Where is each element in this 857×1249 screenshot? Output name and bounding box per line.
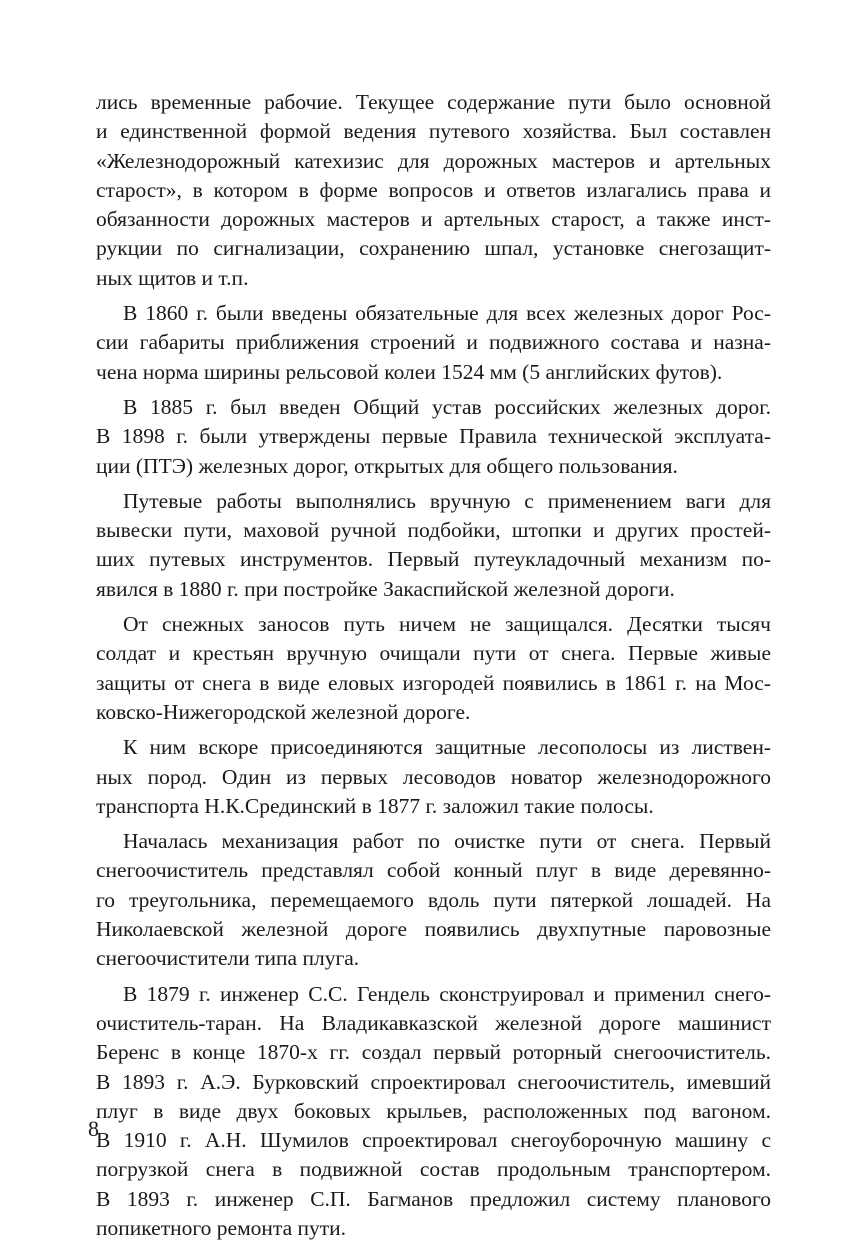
text-line: защиты от снега в виде еловых изгородей появились в 1861 г. на Мос- xyxy=(96,670,771,695)
text-line: Путевые работы выполнялись вручную с применением ваги для xyxy=(123,488,771,513)
paragraph xyxy=(96,299,771,387)
text-line: явился в 1880 г. при постройке Закаспийской железной дороги. xyxy=(96,576,675,601)
text-line: снегоочиститель представлял собой конный плуг в виде деревянно- xyxy=(96,858,771,883)
text-line: ных щитов и т.п. xyxy=(96,265,249,290)
text-line: В 1885 г. был введен Общий устав российских железных дорог. xyxy=(123,394,771,419)
text-line: В 1898 г. были утверждены первые Правила технической эксплуата- xyxy=(96,424,771,449)
paragraph xyxy=(96,827,771,973)
text-line: В 1893 г. инженер С.П. Багманов предложил систему планового xyxy=(96,1186,771,1211)
text-line: От снежных заносов путь ничем не защищался. Десятки тысяч xyxy=(123,612,771,637)
text-line: снегоочистители типа плуга. xyxy=(96,946,360,971)
text-line: обязанности дорожных мастеров и артельных старост, а также инст- xyxy=(96,207,771,232)
text-line: сии габариты приближения строений и подвижного состава и назна- xyxy=(96,330,771,355)
paragraph xyxy=(96,393,771,481)
text-line: «Железнодорожный катехизис для дорожных мастеров и артельных xyxy=(96,148,771,173)
text-line: лись временные рабочие. Текущее содержание пути было основной xyxy=(96,90,771,114)
text-line: ших путевых инструментов. Первый путеукладочный механизм по- xyxy=(96,547,771,572)
text-line: очиститель-таран. На Владикавказской железной дороге машинист xyxy=(96,1010,771,1035)
text-line: ции (ПТЭ) железных дорог, открытых для общего пользования. xyxy=(96,453,678,478)
text-line: ных пород. Один из первых лесоводов новатор железнодорожного xyxy=(96,764,771,789)
paragraph xyxy=(96,610,771,727)
page-number: 8 xyxy=(88,1116,99,1141)
text-line: погрузкой снега в подвижной состав продольным транспортером. xyxy=(96,1157,771,1182)
text-line: и единственной формой ведения путевого хозяйства. Был составлен xyxy=(96,119,771,144)
paragraph xyxy=(96,487,771,604)
paragraph xyxy=(96,88,771,293)
text-line: К ним вскоре присоединяются защитные лесополосы из листвен- xyxy=(123,735,771,760)
paragraph xyxy=(96,980,771,1244)
paragraph xyxy=(96,733,771,821)
text-line: чена норма ширины рельсовой колеи 1524 мм (5 английских футов). xyxy=(96,359,723,384)
text-line: В 1893 г. А.Э. Бурковский спроектировал снегоочиститель, имевший xyxy=(96,1069,771,1094)
text-line: транспорта Н.К.Срединский в 1877 г. заложил такие полосы. xyxy=(96,793,654,818)
text-line: рукции по сигнализации, сохранению шпал, установке снегозащит- xyxy=(96,236,771,261)
text-line: В 1860 г. были введены обязательные для всех железных дорог Рос- xyxy=(123,301,771,326)
text-line: старост», в котором в форме вопросов и ответов излагались права и xyxy=(96,177,771,202)
text-line: Николаевской железной дороге появились двухпутные паровозные xyxy=(96,917,771,942)
text-line: Беренс в конце 1870-х гг. создал первый роторный снегоочиститель. xyxy=(96,1040,771,1065)
text-line: Началась механизация работ по очистке пути от снега. Первый xyxy=(123,829,771,854)
text-line: вывески пути, маховой ручной подбойки, штопки и других простей- xyxy=(96,518,771,543)
page-body xyxy=(96,88,771,1249)
text-line: В 1879 г. инженер С.С. Гендель сконструировал и применил снего- xyxy=(123,981,771,1006)
text-line: плуг в виде двух боковых крыльев, расположенных под вагоном. xyxy=(96,1098,771,1123)
text-line: попикетного ремонта пути. xyxy=(96,1215,347,1240)
text-line: В 1910 г. А.Н. Шумилов спроектировал снегоуборочную машину с xyxy=(96,1128,771,1153)
text-line: солдат и крестьян вручную очищали пути от снега. Первые живые xyxy=(96,641,771,666)
text-line: ковско-Нижегородской железной дороге. xyxy=(96,699,471,724)
text-line: го треугольника, перемещаемого вдоль пути пятеркой лошадей. На xyxy=(96,887,771,912)
